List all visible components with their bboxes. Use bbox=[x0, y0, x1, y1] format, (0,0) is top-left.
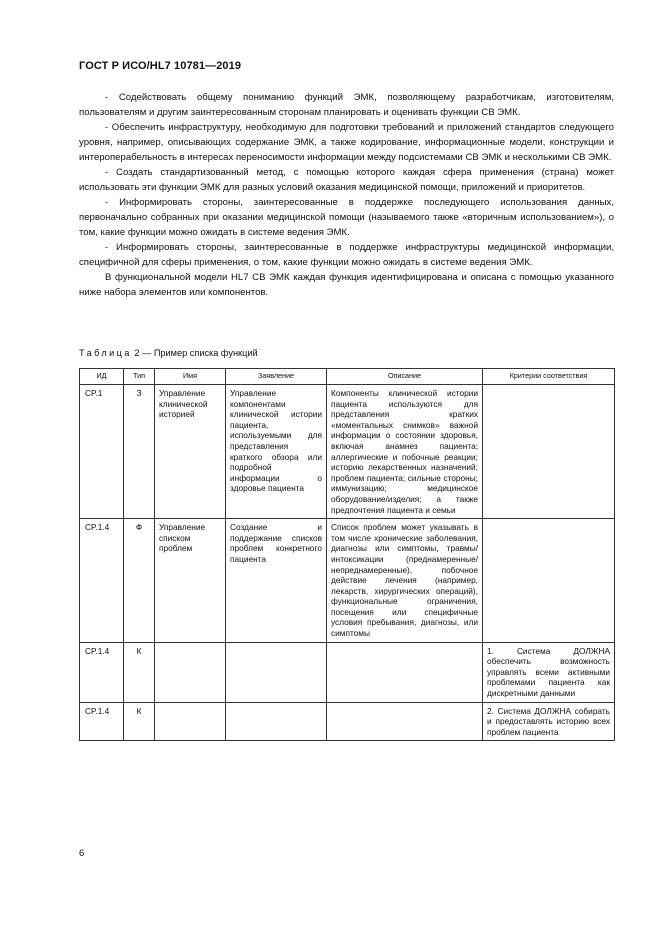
functions-table bbox=[79, 368, 615, 741]
cell-type: Ф bbox=[124, 519, 155, 643]
table-caption-text: — Пример списка функций bbox=[142, 348, 258, 358]
cell-criteria: 2. Система ДОЛЖНА собирать и предоставлять историю всех проблем пациента bbox=[483, 702, 615, 741]
page-number: 6 bbox=[79, 848, 85, 859]
column-header-name: Имя bbox=[155, 369, 226, 385]
cell-type: К bbox=[124, 642, 155, 702]
cell-name bbox=[155, 642, 226, 702]
column-header-description: Описание bbox=[327, 369, 483, 385]
cell-criteria bbox=[483, 519, 615, 643]
column-header-criteria: Критерии соответствия bbox=[483, 369, 615, 385]
paragraph: - Создать стандартизованный метод, с помощью которого каждая сфера применения (страна) может использовать эти функции ЭМК для разных условий оказания медицинской помощи, приложений и приоритетов. bbox=[79, 167, 614, 193]
cell-description bbox=[327, 642, 483, 702]
cell-statement bbox=[226, 642, 327, 702]
column-header-type: Тип bbox=[124, 369, 155, 385]
cell-id: CP.1.4 bbox=[80, 702, 124, 741]
body-text bbox=[79, 90, 614, 300]
column-header-id: ИД bbox=[80, 369, 124, 385]
table-header-row bbox=[80, 369, 615, 385]
cell-type: З bbox=[124, 385, 155, 519]
cell-statement bbox=[226, 702, 327, 741]
document-header: ГОСТ Р ИСО/HL7 10781—2019 bbox=[79, 60, 242, 72]
cell-criteria: 1. Система ДОЛЖНА обеспечить возможность управлять всеми активными проблемами пациента как дискретными данными bbox=[483, 642, 615, 702]
table-caption-number: 2 bbox=[134, 348, 140, 358]
paragraph: - Информировать стороны, заинтересованные в поддержке инфраструктуры медицинской информации, специфичной для сферы применения, о том, какие функции можно ожидать в системе ведения ЭМК. bbox=[79, 242, 614, 268]
table-row bbox=[80, 519, 615, 643]
paragraph: - Информировать стороны, заинтересованные в поддержке последующего использования данных, первоначально собранных при оказании медицинской помощи (называемого также «вторичным использованием»), о том, какие функции можно ожидать в системе ведения ЭМК. bbox=[79, 197, 614, 238]
table-caption-label: Таблица bbox=[79, 348, 132, 358]
cell-name: Управление списком проблем bbox=[155, 519, 226, 643]
cell-id: CP.1.4 bbox=[80, 642, 124, 702]
cell-statement: Управление компонентами клинической истории пациента, используемыми для представления краткого обзора или подробной информации о здоровье пациента bbox=[226, 385, 327, 519]
table-row bbox=[80, 642, 615, 702]
cell-description: Компоненты клинической истории пациента используются для представления кратких «моментальных снимков» важной информации о состоянии здоровья, включая анамнез пациента; аллергические и побочные реакции; историю лекарственных назначений; проблем пациента; сильные стороны; иммунизацию; медицинское оборудование/изделия; а также предпочтения пациента и семьи bbox=[327, 385, 483, 519]
paragraph: - Обеспечить инфраструктуру, необходимую для подготовки требований и приложений стандартов следующего уровня, например, описывающих содержание ЭМК, а также кодирование, информационные модели, конструкции и интероперабельность в интересах переносимости информации между подсистемами СВ ЭМК и несколькими СВ ЭМК. bbox=[79, 122, 614, 163]
cell-id: CP.1.4 bbox=[80, 519, 124, 643]
paragraph: В функциональной модели HL7 СВ ЭМК каждая функция идентифицирована и описана с помощью указанного ниже набора элементов или компонентов. bbox=[79, 272, 614, 298]
table-row bbox=[80, 385, 615, 519]
table-caption bbox=[79, 348, 258, 358]
cell-statement: Создание и поддержание списков проблем конкретного пациента bbox=[226, 519, 327, 643]
cell-name: Управление клинической историей bbox=[155, 385, 226, 519]
cell-name bbox=[155, 702, 226, 741]
column-header-statement: Заявление bbox=[226, 369, 327, 385]
table-row bbox=[80, 702, 615, 741]
cell-type: К bbox=[124, 702, 155, 741]
cell-criteria bbox=[483, 385, 615, 519]
cell-id: CP.1 bbox=[80, 385, 124, 519]
cell-description bbox=[327, 702, 483, 741]
paragraph: - Содействовать общему пониманию функций ЭМК, позволяющему разработчикам, изготовителям, пользователям и другим заинтересованным сторонам планировать и оценивать функции СВ ЭМК. bbox=[79, 92, 614, 118]
cell-description: Список проблем может указывать в том числе хронические заболевания, диагнозы или симптомы, травмы/интоксикации (преднамеренные/непреднамеренные), побочное действие лечения (например, лекарств, хирургических операций), функциональные ограничения, посещения или специфичные условия пребывания, диагнозы, или симптомы bbox=[327, 519, 483, 643]
